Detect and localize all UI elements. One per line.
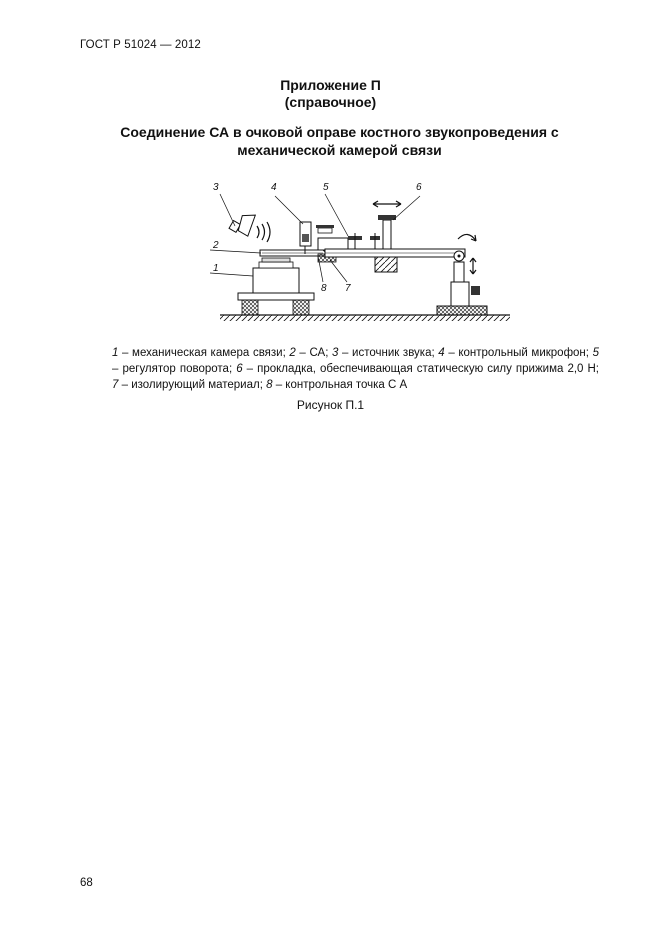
callout-3: 3 bbox=[213, 182, 219, 193]
apparatus-figure bbox=[205, 178, 515, 338]
caption-num: 3 bbox=[332, 347, 339, 359]
caption-item-text: изолирующий материал bbox=[131, 379, 260, 391]
callout-7: 7 bbox=[345, 283, 351, 294]
section-title: Соединение СА в очковой оправе костного звукопроведения с механической камерой связи bbox=[120, 124, 559, 158]
callout-2: 2 bbox=[213, 240, 219, 251]
caption-item-text: прокладка, обеспечивающая статическую силу прижима 2,0 Н bbox=[257, 363, 596, 375]
callout-6: 6 bbox=[416, 182, 422, 193]
ground bbox=[220, 315, 510, 321]
caption-num: 1 bbox=[112, 347, 119, 359]
mechanical-coupler bbox=[238, 258, 314, 315]
callout-1: 1 bbox=[213, 263, 219, 274]
caption-num: 6 bbox=[236, 363, 243, 375]
page-number: 68 bbox=[80, 877, 93, 889]
caption-item-text: механическая камера связи bbox=[132, 347, 283, 359]
caption-num: 2 bbox=[289, 347, 296, 359]
caption-item-text: источник звука bbox=[352, 347, 432, 359]
caption-item-text: контрольный микрофон bbox=[458, 347, 586, 359]
appendix-subtitle: (справочное) bbox=[284, 94, 377, 110]
appendix-title: Приложение П bbox=[280, 77, 381, 93]
pivot-stand bbox=[437, 234, 487, 315]
callout-8: 8 bbox=[321, 283, 327, 294]
caption-num: 4 bbox=[438, 347, 445, 359]
figure-label: Рисунок П.1 bbox=[296, 398, 365, 412]
microphone-icon bbox=[300, 222, 311, 254]
caption-num: 8 bbox=[266, 379, 273, 391]
figure-caption bbox=[112, 345, 599, 393]
caption-num: 5 bbox=[592, 347, 599, 359]
document-header: ГОСТ Р 51024 — 2012 bbox=[80, 39, 201, 51]
callout-4: 4 bbox=[271, 182, 277, 193]
callout-5: 5 bbox=[323, 182, 329, 193]
apparatus-diagram bbox=[205, 178, 515, 338]
caption-text: 1 – механическая камера связи; 2 – СА; 3 – источник звука; 4 – контрольный микрофон; 5 – регулятор поворота; 6 – прокладка, обеспечивающая статическую силу прижима 2,0 Н; 7 – изолирующий материал; 8 – контрольная точка С А bbox=[112, 347, 599, 391]
caption-num: 7 bbox=[112, 379, 119, 391]
caption-item-text: СА bbox=[309, 347, 326, 359]
caption-item-text: регулятор поворота bbox=[122, 363, 229, 375]
caption-item-text: контрольная точка С А bbox=[285, 379, 408, 391]
lever-arm bbox=[325, 249, 465, 257]
